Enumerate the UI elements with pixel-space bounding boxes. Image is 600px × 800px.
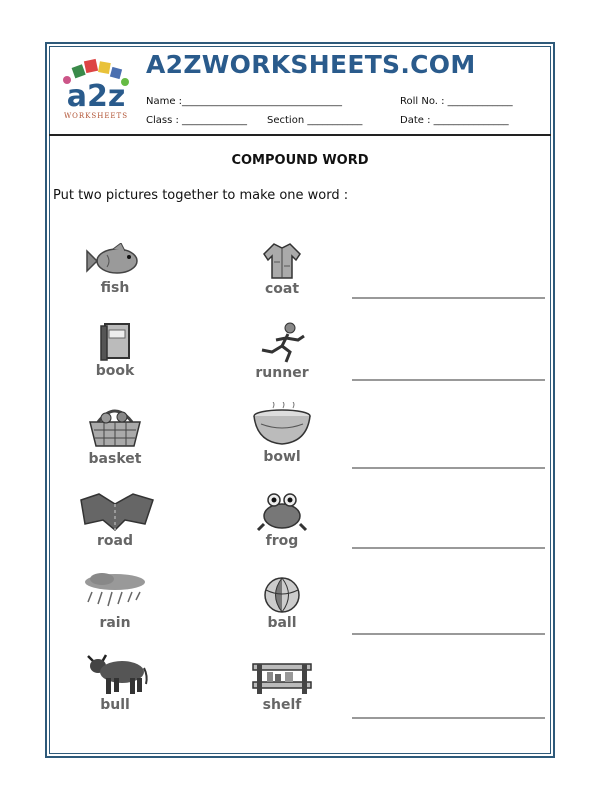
rain-icon [80, 572, 150, 614]
name-field[interactable]: Name :________________________________ [146, 96, 343, 107]
picture-rain [70, 572, 160, 631]
section-field[interactable]: Section ___________ [267, 115, 363, 126]
picture-road [70, 490, 160, 549]
picture-book [70, 322, 160, 379]
picture-coat [237, 240, 327, 297]
fish-icon [85, 243, 145, 279]
word-label: bull [100, 697, 130, 713]
word-label: coat [264, 281, 300, 297]
answer-line[interactable] [352, 547, 545, 549]
ball-icon [257, 576, 307, 614]
header-divider [49, 134, 551, 136]
basket-icon [82, 402, 148, 450]
word-label: road [97, 533, 133, 549]
answer-line[interactable] [352, 297, 545, 299]
road-icon [75, 490, 155, 532]
runner-icon [252, 322, 312, 364]
picture-shelf [237, 660, 327, 713]
picture-frog [237, 490, 327, 549]
word-label: bowl [263, 449, 301, 465]
word-label: book [95, 363, 135, 379]
picture-ball [237, 576, 327, 631]
picture-bowl [237, 402, 327, 465]
frog-icon [252, 490, 312, 532]
class-field[interactable]: Class : _____________ [146, 115, 248, 126]
picture-fish [70, 243, 160, 296]
svg-text:WORKSHEETS: WORKSHEETS [63, 112, 129, 120]
site-title: A2ZWORKSHEETS.COM [146, 50, 476, 79]
date-field[interactable]: Date : _______________ [400, 115, 509, 126]
word-label: basket [88, 451, 142, 467]
shelf-icon [247, 660, 317, 696]
word-label: rain [99, 615, 131, 631]
word-label: ball [267, 615, 297, 631]
site-logo [55, 58, 137, 124]
book-icon [85, 322, 145, 362]
answer-line[interactable] [352, 633, 545, 635]
roll-number-field[interactable]: Roll No. : _____________ [400, 96, 513, 107]
bowl-icon [249, 402, 315, 448]
answer-line[interactable] [352, 717, 545, 719]
picture-basket [70, 402, 160, 467]
word-label: runner [255, 365, 309, 381]
picture-bull [70, 652, 160, 713]
answer-line[interactable] [352, 379, 545, 381]
word-label: frog [265, 533, 299, 549]
instruction-text: Put two pictures together to make one word : [53, 188, 349, 203]
worksheet-heading: COMPOUND WORD [231, 153, 369, 168]
word-label: shelf [262, 697, 302, 713]
picture-runner [237, 322, 327, 381]
svg-text:a2z: a2z [66, 79, 126, 114]
bull-icon [80, 652, 150, 696]
word-label: fish [100, 280, 130, 296]
answer-line[interactable] [352, 467, 545, 469]
coat-icon [252, 240, 312, 280]
